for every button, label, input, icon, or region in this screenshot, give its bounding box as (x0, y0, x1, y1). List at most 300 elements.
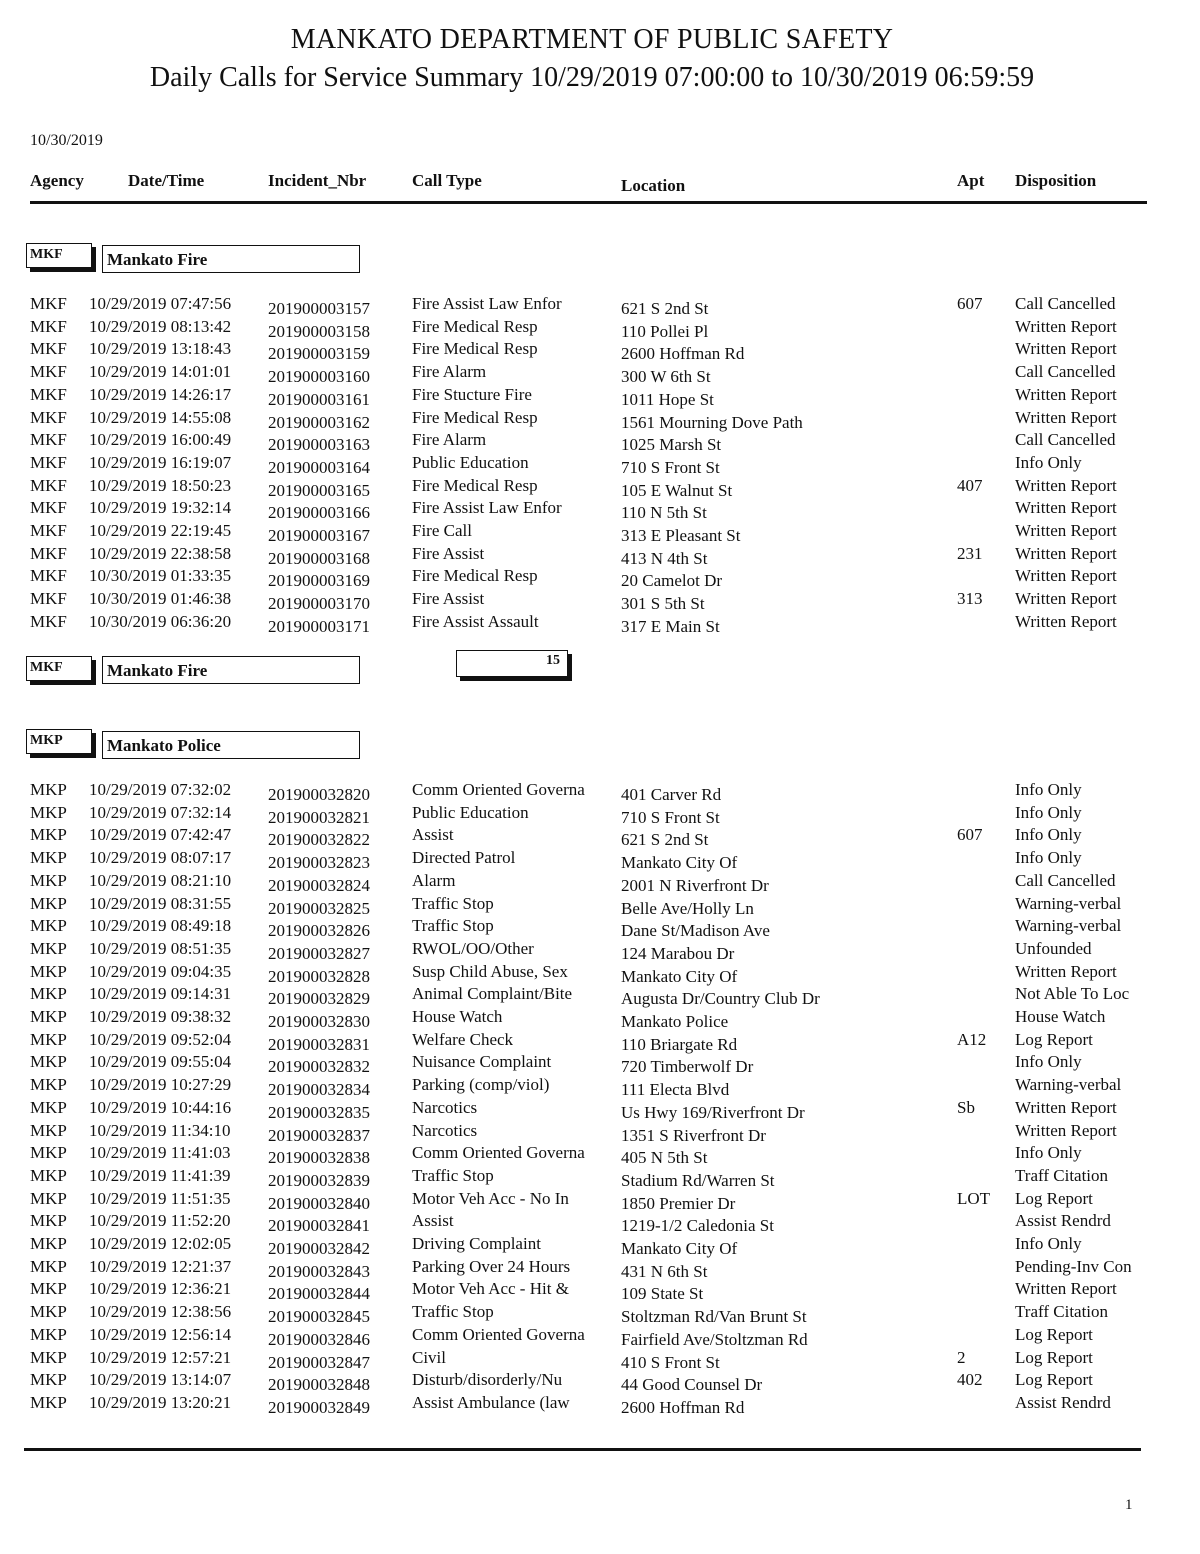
table-row (0, 476, 1200, 498)
fire-footer-code-box: MKF (26, 656, 92, 681)
table-row (0, 962, 1200, 984)
cell-call-type: Disturb/disorderly/Nu (412, 1370, 563, 1390)
cell-datetime: 10/29/2019 13:20:21 (89, 1392, 232, 1412)
cell-incident-number: 201900032840 (268, 1193, 370, 1213)
cell-datetime: 10/29/2019 09:52:04 (89, 1029, 232, 1049)
cell-apt: 607 (957, 294, 983, 313)
cell-agency: MKF (30, 543, 67, 563)
cell-datetime: 10/29/2019 22:38:58 (89, 543, 232, 563)
cell-location: Dane St/Madison Ave (621, 921, 770, 941)
cell-call-type: Parking Over 24 Hours (412, 1256, 571, 1276)
cell-location: Mankato Police (621, 1012, 729, 1031)
column-header-datetime: Date/Time (128, 171, 205, 190)
cell-agency: MKP (30, 802, 67, 822)
cell-location: 1850 Premier Dr (621, 1193, 736, 1213)
table-row (0, 589, 1200, 614)
cell-incident-number: 201900032827 (268, 943, 370, 963)
cell-location: Stoltzman Rd/Van Brunt St (621, 1307, 807, 1327)
cell-datetime: 10/29/2019 12:21:37 (89, 1256, 232, 1276)
cell-incident-number: 201900032839 (268, 1170, 370, 1190)
cell-location: 710 S Front St (621, 457, 720, 477)
cell-incident-number: 201900032831 (268, 1034, 370, 1054)
cell-location: 105 E Walnut St (621, 480, 733, 500)
footer-rule (24, 1448, 1141, 1451)
cell-incident-number: 201900003157 (268, 299, 370, 318)
cell-agency: MKF (30, 362, 67, 382)
table-row (0, 408, 1200, 430)
cell-call-type: Comm Oriented Governa (412, 780, 585, 799)
table-row (0, 825, 1200, 850)
cell-incident-number: 201900032841 (268, 1216, 370, 1236)
cell-apt: 313 (957, 589, 983, 609)
cell-incident-number: 201900032824 (268, 875, 370, 895)
cell-incident-number: 201900032834 (268, 1080, 370, 1100)
cell-disposition: Info Only (1015, 825, 1082, 845)
cell-apt: 231 (957, 543, 983, 563)
cell-disposition: Traff Citation (1015, 1165, 1109, 1185)
column-header-location: Location (621, 176, 686, 195)
cell-call-type: Fire Medical Resp (412, 566, 538, 586)
header-rule (30, 201, 1147, 204)
cell-disposition: Written Report (1015, 339, 1117, 359)
cell-call-type: Fire Alarm (412, 362, 487, 382)
cell-incident-number: 201900003158 (268, 321, 370, 341)
print-date: 10/30/2019 (30, 132, 103, 149)
cell-call-type: Traffic Stop (412, 1302, 494, 1322)
cell-incident-number: 201900032845 (268, 1307, 370, 1327)
table-row (0, 1211, 1200, 1236)
table-row (0, 339, 1200, 364)
cell-incident-number: 201900003167 (268, 526, 370, 545)
table-row (0, 1279, 1200, 1304)
cell-location: 431 N 6th St (621, 1261, 708, 1281)
cell-disposition: Written Report (1015, 543, 1117, 563)
cell-disposition: House Watch (1015, 1007, 1106, 1026)
cell-incident-number: 201900032835 (268, 1102, 370, 1122)
cell-datetime: 10/29/2019 08:51:35 (89, 938, 232, 958)
cell-incident-number: 201900032847 (268, 1352, 370, 1372)
cell-location: 110 Pollei Pl (621, 321, 709, 341)
cell-apt: 2 (957, 1347, 966, 1367)
cell-location: 44 Good Counsel Dr (621, 1375, 763, 1395)
cell-disposition: Written Report (1015, 611, 1117, 631)
cell-disposition: Call Cancelled (1015, 870, 1116, 890)
table-row (0, 521, 1200, 543)
cell-datetime: 10/29/2019 10:44:16 (89, 1097, 232, 1117)
cell-agency: MKP (30, 1097, 67, 1117)
cell-agency: MKF (30, 589, 67, 609)
cell-apt: 407 (957, 475, 983, 495)
cell-agency: MKP (30, 961, 67, 981)
cell-agency: MKP (30, 1120, 67, 1140)
cell-agency: MKP (30, 1052, 67, 1072)
cell-disposition: Written Report (1015, 1279, 1117, 1299)
cell-datetime: 10/29/2019 08:49:18 (89, 916, 232, 936)
cell-disposition: Log Report (1015, 1324, 1093, 1344)
cell-incident-number: 201900032849 (268, 1397, 370, 1417)
cell-agency: MKP (30, 1029, 67, 1049)
column-header-apt: Apt (957, 171, 985, 190)
cell-call-type: Motor Veh Acc - No In (412, 1188, 569, 1208)
table-row (0, 294, 1200, 316)
cell-agency: MKP (30, 1256, 67, 1276)
cell-datetime: 10/29/2019 07:32:14 (89, 802, 232, 822)
cell-incident-number: 201900032842 (268, 1239, 370, 1258)
cell-incident-number: 201900032825 (268, 898, 370, 918)
cell-call-type: Traffic Stop (412, 893, 494, 913)
table-row (0, 1098, 1200, 1120)
table-row (0, 1348, 1200, 1370)
cell-disposition: Warning-verbal (1015, 916, 1122, 936)
cell-call-type: Fire Medical Resp (412, 316, 538, 336)
cell-disposition: Written Report (1015, 498, 1117, 518)
cell-incident-number: 201900032848 (268, 1375, 370, 1395)
cell-disposition: Warning-verbal (1015, 893, 1122, 913)
cell-apt: 607 (957, 825, 983, 845)
cell-disposition: Written Report (1015, 521, 1117, 540)
cell-agency: MKP (30, 938, 67, 958)
police-agency-code-box: MKP (26, 729, 92, 754)
cell-disposition: Unfounded (1015, 938, 1092, 958)
column-header-incident: Incident_Nbr (268, 171, 367, 190)
fire-footer-name-box: Mankato Fire (102, 656, 360, 684)
cell-call-type: Public Education (412, 452, 529, 472)
table-row (0, 1030, 1200, 1052)
cell-call-type: House Watch (412, 1007, 503, 1026)
cell-agency: MKP (30, 1188, 67, 1208)
table-row (0, 612, 1200, 634)
cell-incident-number: 201900003166 (268, 503, 370, 523)
cell-disposition: Info Only (1015, 802, 1082, 822)
cell-datetime: 10/29/2019 11:41:39 (89, 1165, 231, 1185)
column-header-agency: Agency (30, 171, 84, 190)
cell-datetime: 10/29/2019 14:01:01 (89, 362, 232, 382)
cell-call-type: Assist Ambulance (law (412, 1392, 570, 1412)
cell-disposition: Info Only (1015, 1052, 1082, 1072)
table-row (0, 939, 1200, 961)
cell-datetime: 10/29/2019 08:31:55 (89, 893, 232, 913)
cell-datetime: 10/29/2019 12:36:21 (89, 1279, 232, 1299)
report-subtitle: Daily Calls for Service Summary 10/29/2019 07:00:00 to 10/30/2019 06:59:59 (149, 62, 1035, 93)
cell-location: 300 W 6th St (621, 367, 711, 387)
table-row (0, 430, 1200, 455)
cell-incident-number: 201900003168 (268, 548, 370, 568)
cell-datetime: 10/29/2019 12:57:21 (89, 1347, 232, 1367)
table-row (0, 566, 1200, 591)
table-row (0, 1257, 1200, 1279)
table-row (0, 1075, 1200, 1100)
cell-location: 313 E Pleasant St (621, 526, 741, 545)
cell-incident-number: 201900032837 (268, 1125, 370, 1145)
cell-disposition: Pending-Inv Con (1015, 1256, 1132, 1276)
cell-call-type: Comm Oriented Governa (412, 1143, 585, 1163)
cell-agency: MKP (30, 1347, 67, 1367)
cell-disposition: Log Report (1015, 1188, 1093, 1208)
table-row (0, 453, 1200, 475)
cell-call-type: Fire Alarm (412, 430, 487, 450)
table-row (0, 894, 1200, 916)
cell-incident-number: 201900032843 (268, 1261, 370, 1281)
cell-location: 1011 Hope St (621, 389, 714, 409)
cell-incident-number: 201900003169 (268, 571, 370, 591)
cell-call-type: Fire Assist Law Enfor (412, 294, 562, 313)
cell-incident-number: 201900032820 (268, 785, 370, 804)
cell-call-type: Fire Medical Resp (412, 339, 538, 359)
cell-agency: MKP (30, 1234, 67, 1253)
cell-incident-number: 201900003159 (268, 344, 370, 364)
cell-incident-number: 201900032832 (268, 1057, 370, 1077)
table-row (0, 1007, 1200, 1029)
cell-call-type: Narcotics (412, 1097, 478, 1117)
cell-call-type: Fire Assist Law Enfor (412, 498, 562, 518)
cell-call-type: Fire Assist (412, 543, 485, 563)
cell-agency: MKP (30, 984, 67, 1004)
cell-location: 20 Camelot Dr (621, 571, 723, 591)
cell-location: 1219-1/2 Caledonia St (621, 1216, 774, 1236)
cell-location: 1561 Mourning Dove Path (621, 412, 803, 432)
cell-disposition: Written Report (1015, 407, 1117, 427)
cell-location: 720 Timberwolf Dr (621, 1057, 754, 1077)
cell-location: Belle Ave/Holly Ln (621, 898, 754, 918)
cell-call-type: Fire Medical Resp (412, 475, 538, 495)
cell-agency: MKP (30, 1302, 67, 1322)
cell-disposition: Traff Citation (1015, 1302, 1109, 1322)
cell-incident-number: 201900003161 (268, 389, 370, 409)
cell-agency: MKF (30, 521, 67, 540)
cell-disposition: Written Report (1015, 1097, 1117, 1117)
cell-call-type: Public Education (412, 802, 529, 822)
cell-location: 410 S Front St (621, 1352, 720, 1372)
table-row (0, 780, 1200, 802)
cell-agency: MKP (30, 893, 67, 913)
cell-datetime: 10/29/2019 11:52:20 (89, 1211, 231, 1231)
cell-agency: MKF (30, 452, 67, 472)
cell-location: Mankato City Of (621, 853, 738, 873)
cell-disposition: Written Report (1015, 475, 1117, 495)
cell-call-type: Civil (412, 1347, 447, 1367)
cell-datetime: 10/29/2019 09:14:31 (89, 984, 232, 1004)
cell-location: 110 N 5th St (621, 503, 707, 523)
fire-call-count: 15 (456, 650, 568, 677)
cell-disposition: Log Report (1015, 1029, 1093, 1049)
cell-datetime: 10/29/2019 09:04:35 (89, 961, 232, 981)
cell-location: 110 Briargate Rd (621, 1034, 738, 1054)
cell-location: Augusta Dr/Country Club Dr (621, 989, 820, 1009)
cell-location: 710 S Front St (621, 807, 720, 827)
cell-agency: MKF (30, 384, 67, 404)
cell-datetime: 10/29/2019 13:14:07 (89, 1370, 232, 1390)
cell-incident-number: 201900032830 (268, 1012, 370, 1031)
cell-incident-number: 201900032846 (268, 1329, 370, 1349)
cell-datetime: 10/29/2019 12:02:05 (89, 1234, 232, 1253)
cell-agency: MKP (30, 1075, 67, 1095)
cell-datetime: 10/29/2019 08:13:42 (89, 316, 232, 336)
table-row (0, 385, 1200, 407)
cell-disposition: Warning-verbal (1015, 1075, 1122, 1095)
cell-disposition: Info Only (1015, 1234, 1082, 1253)
table-row (0, 1052, 1200, 1077)
cell-call-type: Fire Stucture Fire (412, 384, 532, 404)
cell-datetime: 10/29/2019 08:21:10 (89, 870, 232, 890)
cell-datetime: 10/29/2019 14:26:17 (89, 384, 232, 404)
cell-disposition: Written Report (1015, 1120, 1117, 1140)
table-row (0, 848, 1200, 873)
cell-call-type: Directed Patrol (412, 848, 516, 868)
cell-apt: A12 (957, 1029, 987, 1049)
cell-location: Mankato City Of (621, 1239, 738, 1258)
cell-disposition: Not Able To Loc (1015, 984, 1130, 1004)
cell-apt: 402 (957, 1370, 983, 1390)
cell-location: 401 Carver Rd (621, 785, 722, 804)
cell-call-type: RWOL/OO/Other (412, 938, 534, 958)
cell-disposition: Written Report (1015, 589, 1117, 609)
cell-location: Fairfield Ave/Stoltzman Rd (621, 1329, 808, 1349)
table-row (0, 1166, 1200, 1188)
column-header-disposition: Disposition (1015, 171, 1097, 190)
cell-location: 111 Electa Blvd (621, 1080, 730, 1100)
cell-agency: MKP (30, 870, 67, 890)
fire-agency-code-box: MKF (26, 243, 92, 268)
cell-datetime: 10/29/2019 10:27:29 (89, 1075, 232, 1095)
cell-agency: MKP (30, 1007, 67, 1026)
cell-call-type: Narcotics (412, 1120, 478, 1140)
cell-datetime: 10/29/2019 07:32:02 (89, 780, 232, 799)
cell-datetime: 10/29/2019 07:42:47 (89, 825, 232, 845)
cell-agency: MKP (30, 1165, 67, 1185)
cell-call-type: Animal Complaint/Bite (412, 984, 573, 1004)
cell-datetime: 10/29/2019 11:51:35 (89, 1188, 231, 1208)
cell-location: 124 Marabou Dr (621, 943, 735, 963)
cell-datetime: 10/30/2019 01:33:35 (89, 566, 232, 586)
table-row (0, 803, 1200, 825)
cell-agency: MKP (30, 1143, 67, 1163)
cell-incident-number: 201900032822 (268, 830, 370, 850)
cell-disposition: Info Only (1015, 1143, 1082, 1163)
cell-datetime: 10/29/2019 16:00:49 (89, 430, 232, 450)
cell-call-type: Parking (comp/viol) (412, 1075, 550, 1095)
cell-datetime: 10/29/2019 08:07:17 (89, 848, 232, 868)
cell-location: 405 N 5th St (621, 1148, 708, 1168)
cell-incident-number: 201900003164 (268, 457, 370, 477)
cell-location: 317 E Main St (621, 616, 720, 636)
cell-call-type: Nuisance Complaint (412, 1052, 552, 1072)
cell-call-type: Traffic Stop (412, 1165, 494, 1185)
table-row (0, 317, 1200, 339)
cell-incident-number: 201900032844 (268, 1284, 370, 1304)
cell-incident-number: 201900003170 (268, 594, 370, 614)
cell-location: 1351 S Riverfront Dr (621, 1125, 766, 1145)
cell-datetime: 10/29/2019 13:18:43 (89, 339, 232, 359)
cell-disposition: Written Report (1015, 961, 1117, 981)
cell-incident-number: 201900003160 (268, 367, 370, 387)
cell-disposition: Info Only (1015, 780, 1082, 799)
cell-datetime: 10/29/2019 11:34:10 (89, 1120, 231, 1140)
cell-agency: MKP (30, 1211, 67, 1231)
cell-incident-number: 201900003163 (268, 435, 370, 455)
cell-incident-number: 201900032826 (268, 921, 370, 941)
cell-disposition: Info Only (1015, 848, 1082, 868)
cell-agency: MKP (30, 825, 67, 845)
cell-datetime: 10/29/2019 07:47:56 (89, 294, 232, 313)
cell-datetime: 10/29/2019 19:32:14 (89, 498, 232, 518)
table-row (0, 362, 1200, 387)
cell-call-type: Fire Medical Resp (412, 407, 538, 427)
cell-datetime: 10/29/2019 18:50:23 (89, 475, 232, 495)
cell-location: 109 State St (621, 1284, 704, 1304)
cell-datetime: 10/29/2019 22:19:45 (89, 521, 232, 540)
cell-call-type: Comm Oriented Governa (412, 1324, 585, 1344)
cell-agency: MKF (30, 475, 67, 495)
cell-call-type: Traffic Stop (412, 916, 494, 936)
cell-apt: Sb (957, 1097, 975, 1117)
cell-incident-number: 201900032823 (268, 853, 370, 873)
table-row (0, 544, 1200, 566)
cell-call-type: Motor Veh Acc - Hit & (412, 1279, 569, 1299)
table-row (0, 498, 1200, 523)
cell-incident-number: 201900003171 (268, 616, 370, 636)
cell-datetime: 10/29/2019 12:38:56 (89, 1302, 232, 1322)
cell-agency: MKF (30, 611, 67, 631)
cell-call-type: Alarm (412, 870, 456, 890)
police-agency-name-box: Mankato Police (102, 731, 360, 759)
cell-call-type: Susp Child Abuse, Sex (412, 961, 568, 981)
table-row (0, 1325, 1200, 1347)
cell-call-type: Driving Complaint (412, 1234, 541, 1253)
cell-location: 1025 Marsh St (621, 435, 722, 455)
cell-datetime: 10/30/2019 01:46:38 (89, 589, 232, 609)
cell-call-type: Fire Call (412, 521, 472, 540)
cell-datetime: 10/29/2019 14:55:08 (89, 407, 232, 427)
cell-datetime: 10/29/2019 09:55:04 (89, 1052, 232, 1072)
cell-location: 2600 Hoffman Rd (621, 344, 745, 364)
cell-datetime: 10/29/2019 11:41:03 (89, 1143, 231, 1163)
table-row (0, 1121, 1200, 1143)
cell-call-type: Fire Assist (412, 589, 485, 609)
cell-incident-number: 201900003165 (268, 480, 370, 500)
cell-disposition: Written Report (1015, 384, 1117, 404)
cell-location: Us Hwy 169/Riverfront Dr (621, 1102, 805, 1122)
cell-location: Stadium Rd/Warren St (621, 1170, 775, 1190)
cell-call-type: Assist (412, 1211, 454, 1231)
cell-incident-number: 201900032829 (268, 989, 370, 1009)
cell-call-type: Fire Assist Assault (412, 611, 539, 631)
cell-agency: MKF (30, 294, 67, 313)
cell-datetime: 10/30/2019 06:36:20 (89, 611, 232, 631)
table-row (0, 871, 1200, 893)
cell-agency: MKP (30, 780, 67, 799)
cell-agency: MKP (30, 1392, 67, 1412)
table-row (0, 1189, 1200, 1211)
page-number: 1 (1125, 1497, 1133, 1513)
cell-call-type: Assist (412, 825, 454, 845)
cell-disposition: Call Cancelled (1015, 294, 1116, 313)
fire-agency-name-box: Mankato Fire (102, 245, 360, 273)
cell-location: 413 N 4th St (621, 548, 708, 568)
cell-disposition: Assist Rendrd (1015, 1392, 1111, 1412)
cell-agency: MKF (30, 566, 67, 586)
cell-incident-number: 201900003162 (268, 412, 370, 432)
cell-disposition: Log Report (1015, 1370, 1093, 1390)
cell-disposition: Info Only (1015, 452, 1082, 472)
cell-apt: LOT (957, 1188, 991, 1208)
column-header-call-type: Call Type (412, 171, 482, 190)
cell-agency: MKP (30, 1279, 67, 1299)
cell-agency: MKF (30, 498, 67, 518)
cell-disposition: Assist Rendrd (1015, 1211, 1111, 1231)
table-row (0, 984, 1200, 1009)
table-row (0, 916, 1200, 941)
cell-location: 621 S 2nd St (621, 299, 709, 318)
